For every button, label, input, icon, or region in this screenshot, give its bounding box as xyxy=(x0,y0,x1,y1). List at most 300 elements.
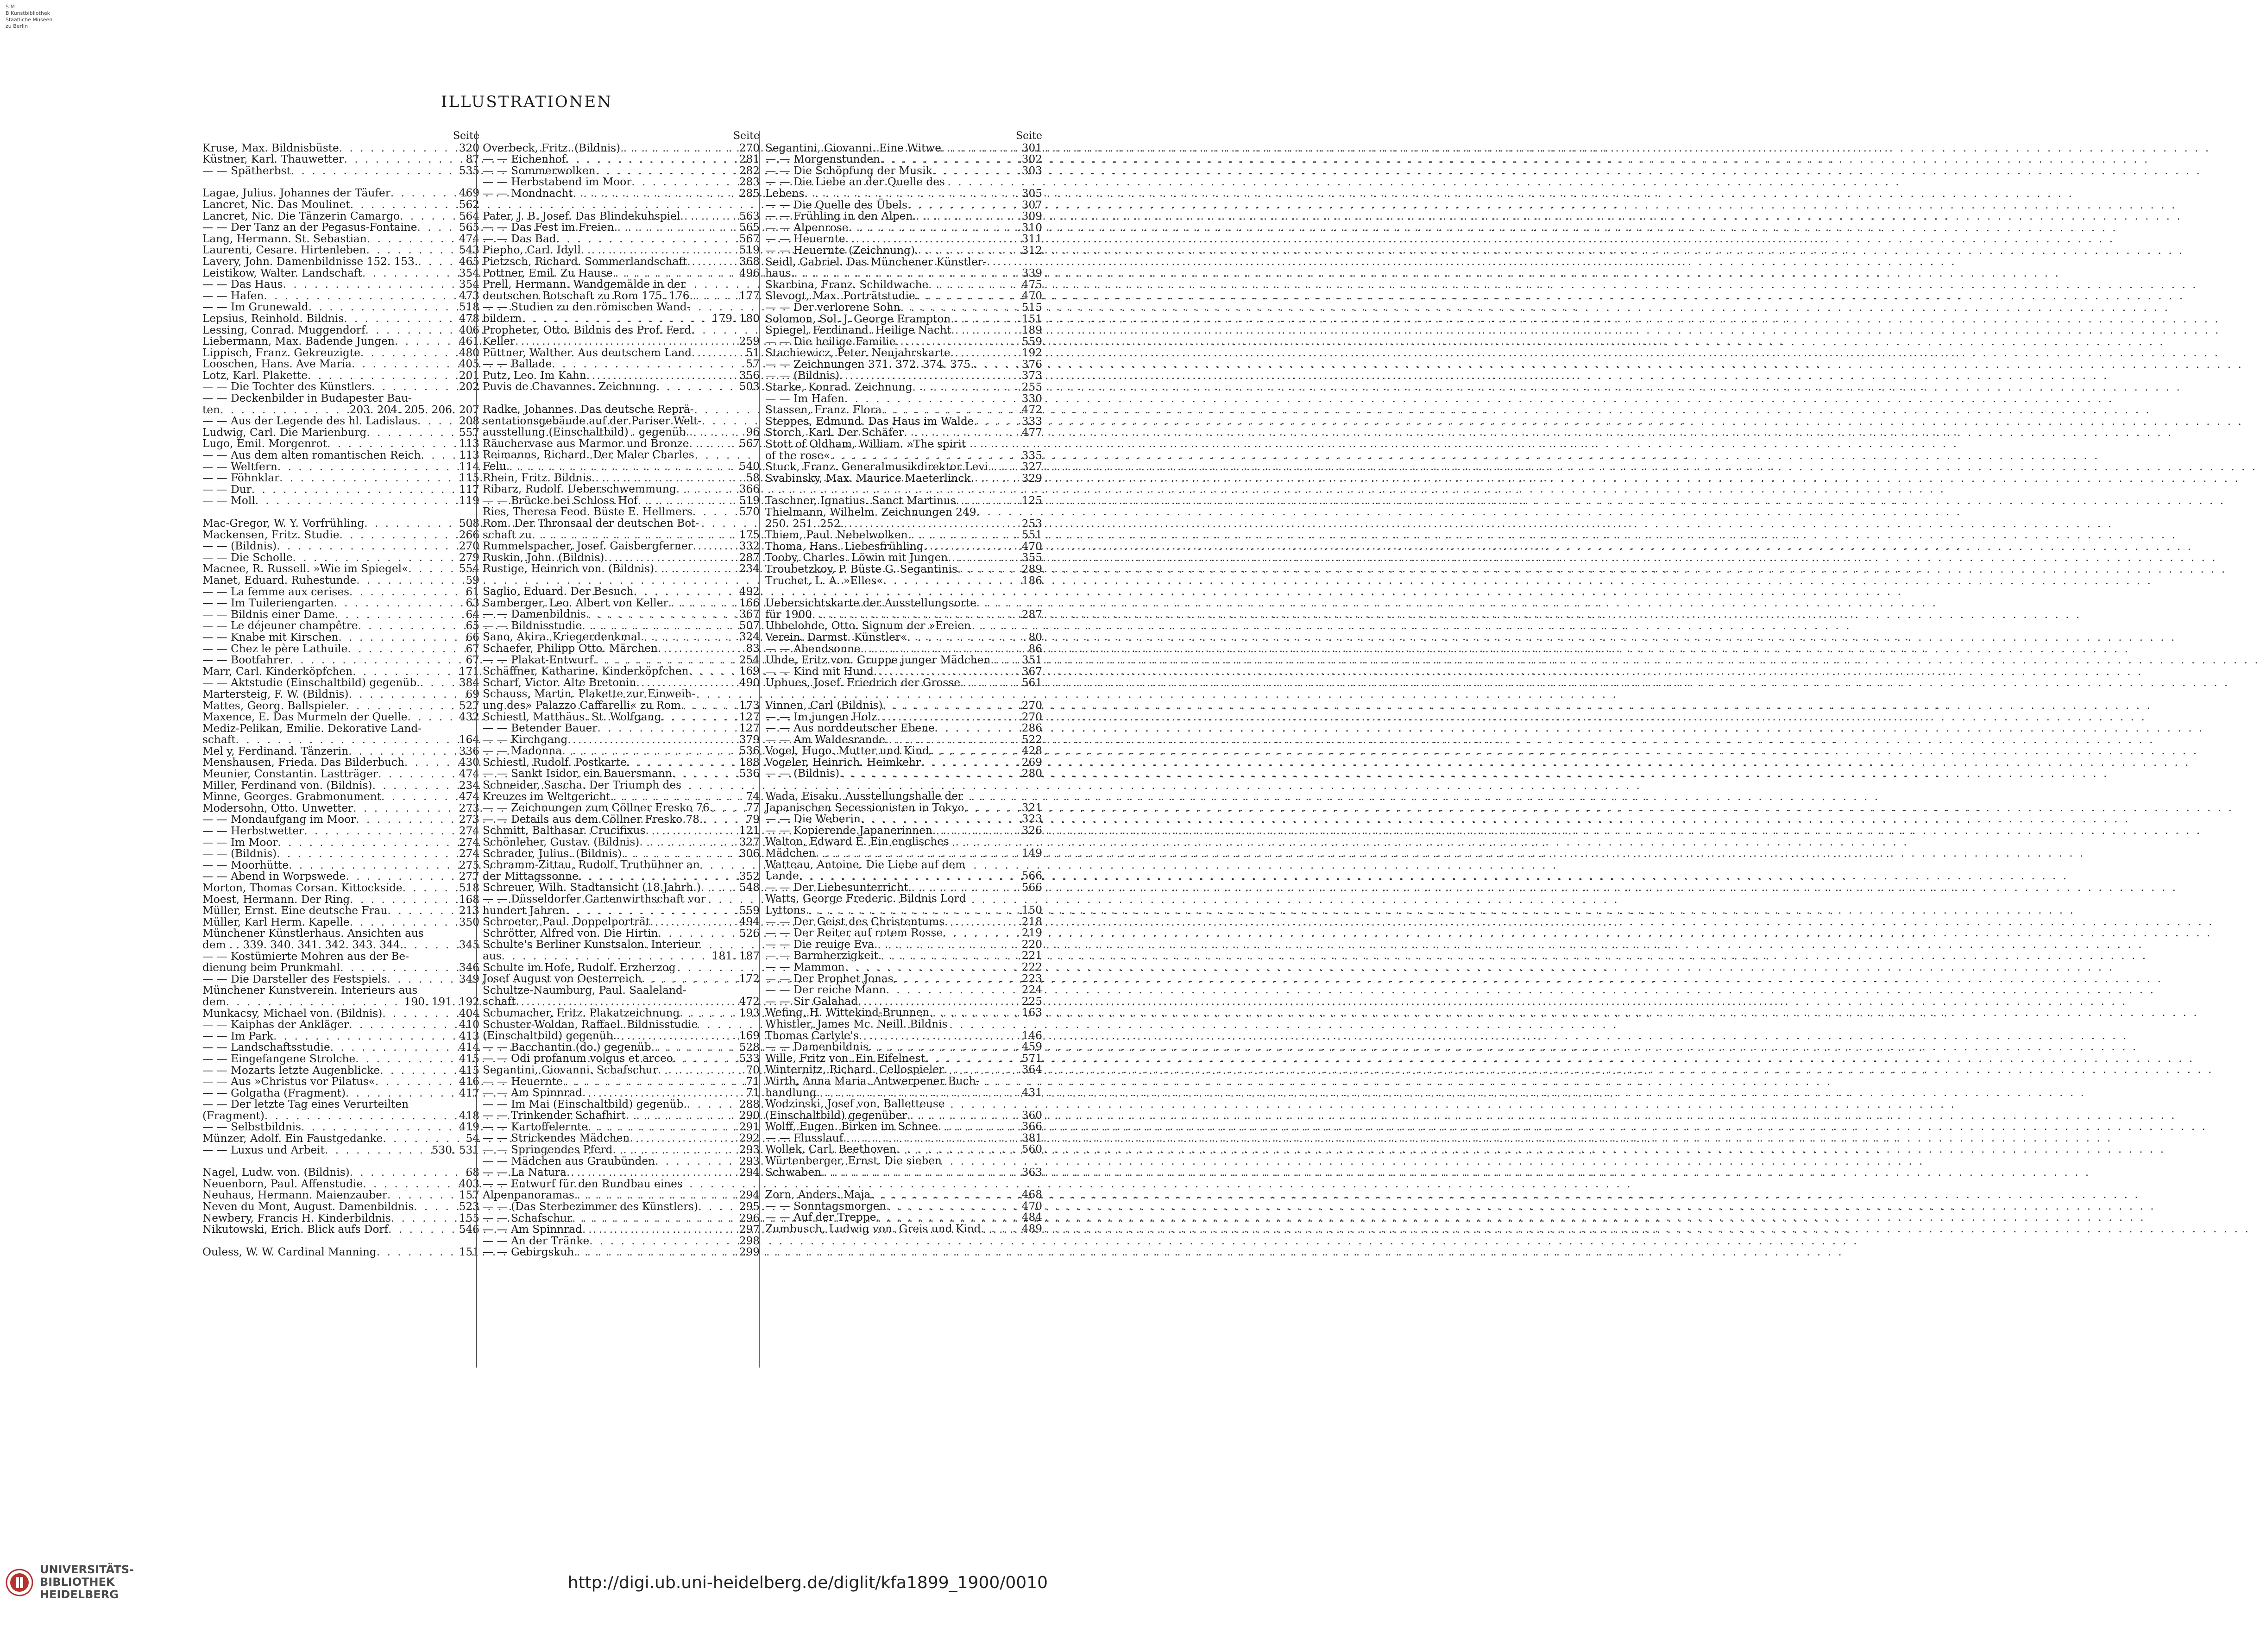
source-url-link[interactable]: http://digi.ub.uni-heidelberg.de/diglit/kfa1899_1900/0010 xyxy=(567,1573,1048,1592)
leader-dots xyxy=(574,1247,737,1258)
entry-title: Rustige, Heinrich von. (Bildnis) xyxy=(483,562,655,575)
page-number: 381 xyxy=(1021,1131,1042,1144)
index-entry xyxy=(202,917,479,928)
entry-title: Schulte im Hofe, Rudolf. Erzherzog xyxy=(483,961,676,974)
entry-title: — — Sonntagsmorgen xyxy=(765,1199,887,1212)
entry-title: — — Der Tanz an der Pegasus-Fontaine xyxy=(202,221,417,234)
index-entry xyxy=(202,575,479,586)
entry-title: — — Flusslauf xyxy=(765,1131,844,1144)
index-entry xyxy=(202,1133,479,1145)
page-number: 67 xyxy=(466,642,479,655)
leader-dots xyxy=(566,905,737,917)
index-entry xyxy=(483,370,760,382)
leader-dots xyxy=(830,450,1020,462)
index-entry xyxy=(765,1110,1042,1122)
index-entry xyxy=(202,1053,479,1065)
entry-title: Lessing, Conrad. Muggendorf xyxy=(202,323,365,336)
entry-title: (Fragment) xyxy=(202,1109,264,1122)
leader-dots xyxy=(885,734,1020,746)
library-name xyxy=(40,1564,134,1601)
leader-dots xyxy=(390,188,457,199)
leader-dots xyxy=(951,314,1020,325)
seite-label: Seite xyxy=(733,130,760,142)
index-entry xyxy=(202,1213,479,1224)
entry-title: — — Im jungen Holz xyxy=(765,710,877,723)
index-entry xyxy=(202,666,479,678)
leader-dots xyxy=(974,359,1020,371)
leader-dots xyxy=(367,233,457,245)
entry-title: — — Die Quelle des Übels xyxy=(765,198,908,211)
index-entry xyxy=(202,222,479,233)
entry-title: — — Abend in Worpswede xyxy=(202,870,346,883)
index-entry xyxy=(202,1247,479,1258)
index-entry xyxy=(483,916,760,928)
page-number: 415 xyxy=(459,1052,479,1065)
page-number: 168 xyxy=(459,893,479,906)
index-entry xyxy=(202,1008,479,1020)
page-number: 431 xyxy=(1021,1086,1042,1099)
page-number: 71 xyxy=(746,1086,760,1099)
index-entry-text: Stott of Oldham, William. »The spirit xyxy=(765,438,966,451)
leader-dots xyxy=(334,598,464,609)
page-number: 543 xyxy=(459,244,479,257)
leader-dots xyxy=(970,473,1020,485)
index-entry xyxy=(483,245,760,256)
library-name-line: UNIVERSITÄTS- xyxy=(40,1563,134,1576)
entry-title: of the rose« xyxy=(765,449,831,462)
index-entry xyxy=(202,359,479,370)
index-entry xyxy=(202,313,479,325)
entry-title: — — Kind mit Hund xyxy=(765,665,874,678)
entry-title: Uphues, Josef. Friedrich der Grosse xyxy=(765,676,961,689)
index-entry xyxy=(765,632,1042,643)
page-number: 51 xyxy=(746,346,760,359)
page-number: 270 xyxy=(739,141,760,154)
entry-title: Overbeck, Fritz. (Bildnis) xyxy=(483,141,621,154)
page-number: 208 xyxy=(459,415,479,428)
page-number: 77 xyxy=(746,801,760,814)
entry-title: Lagae, Julius. Johannes der Täufer xyxy=(202,187,390,200)
leader-dots xyxy=(658,1065,744,1076)
index-entry-text: — — Deckenbilder in Budapester Bau- xyxy=(202,392,412,405)
page-number: 559 xyxy=(1021,335,1042,348)
page-number: 321 xyxy=(1021,801,1042,814)
entry-title: — — Morgenstunden xyxy=(765,153,880,166)
page-number: 346 xyxy=(459,961,479,974)
leader-dots xyxy=(400,211,457,222)
index-entry xyxy=(483,928,760,939)
leader-dots xyxy=(617,1030,737,1042)
page-number: 286 xyxy=(1021,722,1042,735)
leader-dots xyxy=(974,416,1020,428)
index-entry xyxy=(483,290,760,302)
index-entry xyxy=(202,860,479,871)
page-number: 551 xyxy=(1021,529,1042,542)
entry-title: Puvis de Chavannes. Zeichnung xyxy=(483,380,656,393)
entry-title: — — Moorhütte xyxy=(202,858,289,871)
entry-title: — — Frühling in den Alpen xyxy=(765,210,913,223)
page-number: 70 xyxy=(746,1063,760,1076)
entry-title: — — Im Tuileriengarten xyxy=(202,597,334,610)
leader-dots xyxy=(689,666,737,677)
index-entry xyxy=(202,632,479,643)
library-name-line: HEIDELBERG xyxy=(40,1588,119,1601)
page-number: 96 xyxy=(746,426,760,439)
leader-dots xyxy=(375,1076,457,1088)
leader-dots xyxy=(339,632,464,643)
page-number: 302 xyxy=(1021,153,1042,166)
index-entry xyxy=(202,1122,479,1133)
page-number: 561 xyxy=(1021,676,1042,689)
index-entry-text: Rom. Der Thronsaal der deutschen Bot- xyxy=(483,517,699,530)
page-number: 127 xyxy=(739,710,760,723)
leader-dots xyxy=(277,837,457,849)
entry-title: bildern xyxy=(483,312,522,325)
index-entry xyxy=(765,541,1042,553)
entry-title: — — Der Reiter auf rotem Rosse xyxy=(765,927,943,939)
index-entry xyxy=(202,165,479,177)
page-number: 288 xyxy=(739,1097,760,1110)
entry-title: Mac-Gregor, W. Y. Vorfrühling xyxy=(202,517,365,530)
entry-title: — — Selbstbildnis xyxy=(202,1121,301,1134)
index-entry xyxy=(202,484,479,496)
page-number: 459 xyxy=(1021,1040,1042,1053)
leader-dots xyxy=(622,848,737,860)
page-number: 285 xyxy=(739,187,760,200)
entry-title: Schrader, Julius. (Bildnis) xyxy=(483,847,622,860)
page-number: 384 xyxy=(459,676,479,689)
index-entry xyxy=(765,302,1042,314)
leader-dots xyxy=(566,154,737,165)
entry-title: — — Die Schöpfung der Musik xyxy=(765,164,932,177)
leader-dots xyxy=(573,188,737,200)
page-number: 490 xyxy=(739,676,760,689)
index-entry-text: Schramm-Zittau, Rudolf. Truthühner an xyxy=(483,858,700,871)
index-entry-text: Münchener Kunstverein. Interieurs aus xyxy=(202,984,418,997)
entry-title: Schwaben xyxy=(765,1166,821,1179)
page-number: 566 xyxy=(1021,881,1042,894)
page-number: 59 xyxy=(466,574,479,586)
entry-title: — — Der reiche Mann xyxy=(765,984,886,996)
page-number: 275 xyxy=(459,858,479,871)
page-number: 367 xyxy=(1021,665,1042,678)
leader-dots xyxy=(604,552,737,564)
index-entry xyxy=(202,370,479,382)
column-divider xyxy=(476,131,477,1368)
page-number: 151 xyxy=(459,1245,479,1258)
page-number: 172 xyxy=(739,972,760,985)
section-gap xyxy=(483,575,760,586)
page-number: 503 xyxy=(739,380,760,393)
index-entry xyxy=(483,586,760,598)
leader-dots xyxy=(279,473,457,484)
leader-dots xyxy=(417,222,457,233)
entry-title: schaft xyxy=(202,733,236,746)
index-entry xyxy=(483,461,760,473)
index-entry xyxy=(483,1236,760,1247)
page-number: 519 xyxy=(739,494,760,507)
entry-title: — — Das Bad xyxy=(483,232,556,245)
page-number: 416 xyxy=(459,1075,479,1088)
entry-title: — — Das Haus xyxy=(202,278,283,291)
leader-dots xyxy=(886,1201,1020,1212)
leader-dots xyxy=(924,541,1020,553)
entry-title: Mel y, Ferdinand. Tänzerin xyxy=(202,744,349,757)
page-number: 554 xyxy=(459,562,479,575)
page-number: 54 xyxy=(466,1132,479,1145)
entry-title: — — Im Moor xyxy=(202,836,278,849)
index-entry xyxy=(202,757,479,769)
leader-dots xyxy=(672,768,737,780)
index-entry xyxy=(202,586,479,598)
leader-dots xyxy=(658,643,744,655)
index-entry xyxy=(483,438,760,450)
leader-dots xyxy=(382,1008,457,1020)
index-entry xyxy=(483,1156,760,1167)
stamp-line: B Kunstbibliothek xyxy=(6,10,50,16)
entry-title: Püttner, Walther. Aus deutschem Land xyxy=(483,346,692,359)
page-number: 571 xyxy=(1021,1052,1042,1065)
leader-dots xyxy=(264,290,457,302)
index-entry xyxy=(202,996,479,1008)
index-entry xyxy=(483,1065,760,1076)
entry-title: — — Golgatha (Fragment) xyxy=(202,1086,346,1099)
entry-title: Lavery, John. Damenbildnisse 152. 153. xyxy=(202,255,418,268)
page-number: 175 xyxy=(739,528,760,541)
leader-dots xyxy=(335,609,464,621)
page-number: 270 xyxy=(1021,699,1042,712)
page-number: 163 xyxy=(1021,1006,1042,1019)
index-entry xyxy=(765,1144,1042,1155)
page-number: 115 xyxy=(459,472,479,485)
index-entry xyxy=(765,1053,1042,1065)
page-number: 417 xyxy=(459,1086,479,1099)
leader-dots xyxy=(915,290,1020,302)
index-entry xyxy=(765,1201,1042,1212)
page-number: 474 xyxy=(459,790,479,803)
index-entry xyxy=(202,1031,479,1042)
leader-dots xyxy=(907,1110,1020,1122)
leader-dots xyxy=(363,1179,457,1190)
page-number: 65 xyxy=(466,619,479,632)
index-entry xyxy=(202,655,479,666)
leader-dots xyxy=(277,541,457,552)
page-number: 567 xyxy=(739,232,760,245)
page-number: 293 xyxy=(739,1154,760,1167)
index-entry xyxy=(765,495,1042,507)
index-entry xyxy=(202,780,479,792)
entry-title: Kruse, Max. Bildnisbüste xyxy=(202,141,339,154)
page-number: 179. 180 xyxy=(711,312,760,325)
page-number: 87 xyxy=(466,153,479,166)
leader-dots xyxy=(290,655,464,666)
page-number: 164 xyxy=(459,733,479,746)
leader-dots xyxy=(929,1007,1020,1019)
leader-dots xyxy=(944,916,1020,928)
entry-title: Modersohn, Otto. Unwetter xyxy=(202,801,353,814)
entry-title: — — Trinkender Schafhirt xyxy=(483,1109,626,1122)
index-entry xyxy=(483,598,760,609)
page-number: 279 xyxy=(459,551,479,564)
leader-dots xyxy=(869,1041,1020,1053)
leader-dots xyxy=(395,336,457,347)
index-entry-text: Walton, Edward E. Ein englisches xyxy=(765,835,949,848)
entry-title: — — La femme aux cerises xyxy=(202,585,350,598)
entry-title: — — Aus norddeutscher Ebene xyxy=(765,722,935,735)
index-entry xyxy=(765,802,1042,814)
index-entry xyxy=(202,1076,479,1088)
index-entry xyxy=(765,1167,1042,1179)
index-entry xyxy=(202,347,479,359)
index-entry xyxy=(483,495,760,507)
entry-title: Skarbina, Franz. Schildwache xyxy=(765,278,929,291)
index-entry xyxy=(483,222,760,233)
entry-title: — — Knabe mit Kirschen xyxy=(202,631,339,643)
leader-dots xyxy=(816,848,1020,859)
entry-title: Vogeler, Heinrich. Heimkehr xyxy=(765,756,921,769)
page-number: 270 xyxy=(459,540,479,553)
leader-dots xyxy=(654,563,737,575)
page-number: 306 xyxy=(739,847,760,860)
page-number: 270 xyxy=(1021,710,1042,723)
leader-dots xyxy=(877,712,1020,723)
index-entry-text: Münchener Künstlerhaus. Ansichten aus xyxy=(202,927,424,940)
index-entry xyxy=(202,1110,479,1122)
index-entry xyxy=(765,813,1042,825)
page-number: 567 xyxy=(739,437,760,450)
leader-dots xyxy=(252,484,457,496)
entry-title: — — Die Scholle xyxy=(202,551,293,564)
leader-dots xyxy=(896,1144,1020,1155)
leader-dots xyxy=(627,757,737,769)
entry-title: Lang, Hermann. St. Sebastian xyxy=(202,232,367,245)
index-entry xyxy=(202,279,479,290)
index-entry xyxy=(765,677,1042,689)
index-entry xyxy=(202,495,479,507)
index-entry xyxy=(483,381,760,393)
index-entry xyxy=(765,916,1042,928)
entry-title: — — Kartoffelernte xyxy=(483,1120,588,1133)
index-entry xyxy=(483,1190,760,1201)
page-number: 507 xyxy=(739,619,760,632)
page-number: 367 xyxy=(739,608,760,621)
leader-dots xyxy=(990,655,1020,666)
index-entry xyxy=(483,1201,760,1213)
index-entry xyxy=(483,143,760,154)
page-number: 528 xyxy=(739,1040,760,1053)
index-entry xyxy=(202,404,479,416)
entry-title: — — Zeichnungen 371. 372. 374. 375. xyxy=(765,358,974,371)
index-entry xyxy=(202,905,479,917)
index-entry xyxy=(483,1167,760,1179)
entry-title: — — Sankt Isidor, ein Bauersmann xyxy=(483,767,672,780)
entry-title: — — An der Tränke xyxy=(483,1234,590,1247)
entry-title: Morton, Thomas Corsan. Kittockside xyxy=(202,882,403,894)
entry-title: — — Betender Bauer xyxy=(483,722,598,735)
index-entry xyxy=(483,871,760,883)
entry-title: — — Sir Galahad xyxy=(765,995,858,1008)
page-number: 69 xyxy=(466,687,479,700)
entry-title: Thiem, Paul. Nebelwolken xyxy=(765,529,908,542)
leader-dots xyxy=(703,814,744,826)
index-entry-text: Mediz-Pelikan, Emilie. Dekorative Land- xyxy=(202,722,422,735)
entry-title: Uhde, Fritz von. Gruppe junger Mädchen xyxy=(765,654,991,667)
leader-dots xyxy=(350,917,457,928)
entry-title: Nikutowski, Erich. Blick aufs Dorf xyxy=(202,1223,389,1236)
entry-title: — — Dur xyxy=(202,483,252,496)
leader-dots xyxy=(645,825,737,837)
page-number: 146 xyxy=(1021,1029,1042,1042)
page-number: 432 xyxy=(459,711,479,724)
leader-dots xyxy=(339,143,457,154)
page-number: 274 xyxy=(459,847,479,860)
leader-dots xyxy=(264,1110,457,1122)
index-entry xyxy=(202,268,479,279)
page-number: 327 xyxy=(1021,460,1042,473)
section-gap xyxy=(483,393,760,404)
entry-title: — — Plakat-Entwurf xyxy=(483,653,593,666)
entry-title: Rummelspacher, Josef. Gaisbergferner xyxy=(483,540,693,553)
leader-dots xyxy=(641,631,737,643)
index-entry xyxy=(765,450,1042,462)
entry-title: — — Das Fest im Freien xyxy=(483,221,614,234)
leader-dots xyxy=(614,222,737,233)
entry-title: — — Der verlorene Sohn xyxy=(765,301,900,314)
leader-dots xyxy=(636,677,737,689)
entry-title: — — Aktstudie (Einschaltbild) gegenüb. xyxy=(202,676,420,689)
section-gap xyxy=(202,507,479,518)
entry-title: — — Ballade xyxy=(483,358,552,371)
index-entry xyxy=(765,973,1042,985)
entry-title: Nagel, Ludw. von. (Bildnis) xyxy=(202,1166,350,1179)
entry-title: Svabinsky, Max. Maurice Maeterlinck xyxy=(765,472,971,485)
leader-dots xyxy=(692,347,744,359)
leader-dots xyxy=(957,564,1020,575)
entry-title: — — Föhnklar xyxy=(202,472,280,485)
page-number: 461 xyxy=(459,335,479,348)
entry-title: Macnee, R. Russell. »Wie im Spiegel« xyxy=(202,562,409,575)
entry-title: der Mittagssonne xyxy=(483,870,579,883)
leader-dots xyxy=(348,746,457,757)
index-entry xyxy=(483,723,760,734)
index-entry xyxy=(202,211,479,222)
index-entry xyxy=(202,438,479,450)
index-entry xyxy=(202,1224,479,1236)
index-entry xyxy=(483,1144,760,1156)
entry-title: — — Im Grunewald xyxy=(202,301,308,314)
index-entry xyxy=(483,211,760,222)
index-entry xyxy=(483,996,760,1008)
leader-dots xyxy=(613,268,737,279)
index-entry xyxy=(483,1122,760,1133)
page-number: 470 xyxy=(1021,1199,1042,1212)
index-entry-text: — — Entwurf für den Rundbau eines xyxy=(483,1177,683,1190)
index-entry xyxy=(483,962,760,974)
leader-dots xyxy=(588,1122,737,1133)
leader-dots xyxy=(680,1008,737,1019)
index-entry xyxy=(483,313,760,325)
page-number: 478 xyxy=(459,312,479,325)
entry-title: — — Am Spinnrad xyxy=(483,1086,582,1099)
page-number: 535 xyxy=(459,164,479,177)
leader-dots xyxy=(907,200,1020,211)
index-entry xyxy=(765,984,1042,996)
leader-dots xyxy=(932,165,1020,177)
page-number: 562 xyxy=(459,198,479,211)
page-number: 213 xyxy=(459,904,479,917)
entry-title: — — Sommerwolken xyxy=(483,164,596,177)
leader-dots xyxy=(681,700,737,712)
